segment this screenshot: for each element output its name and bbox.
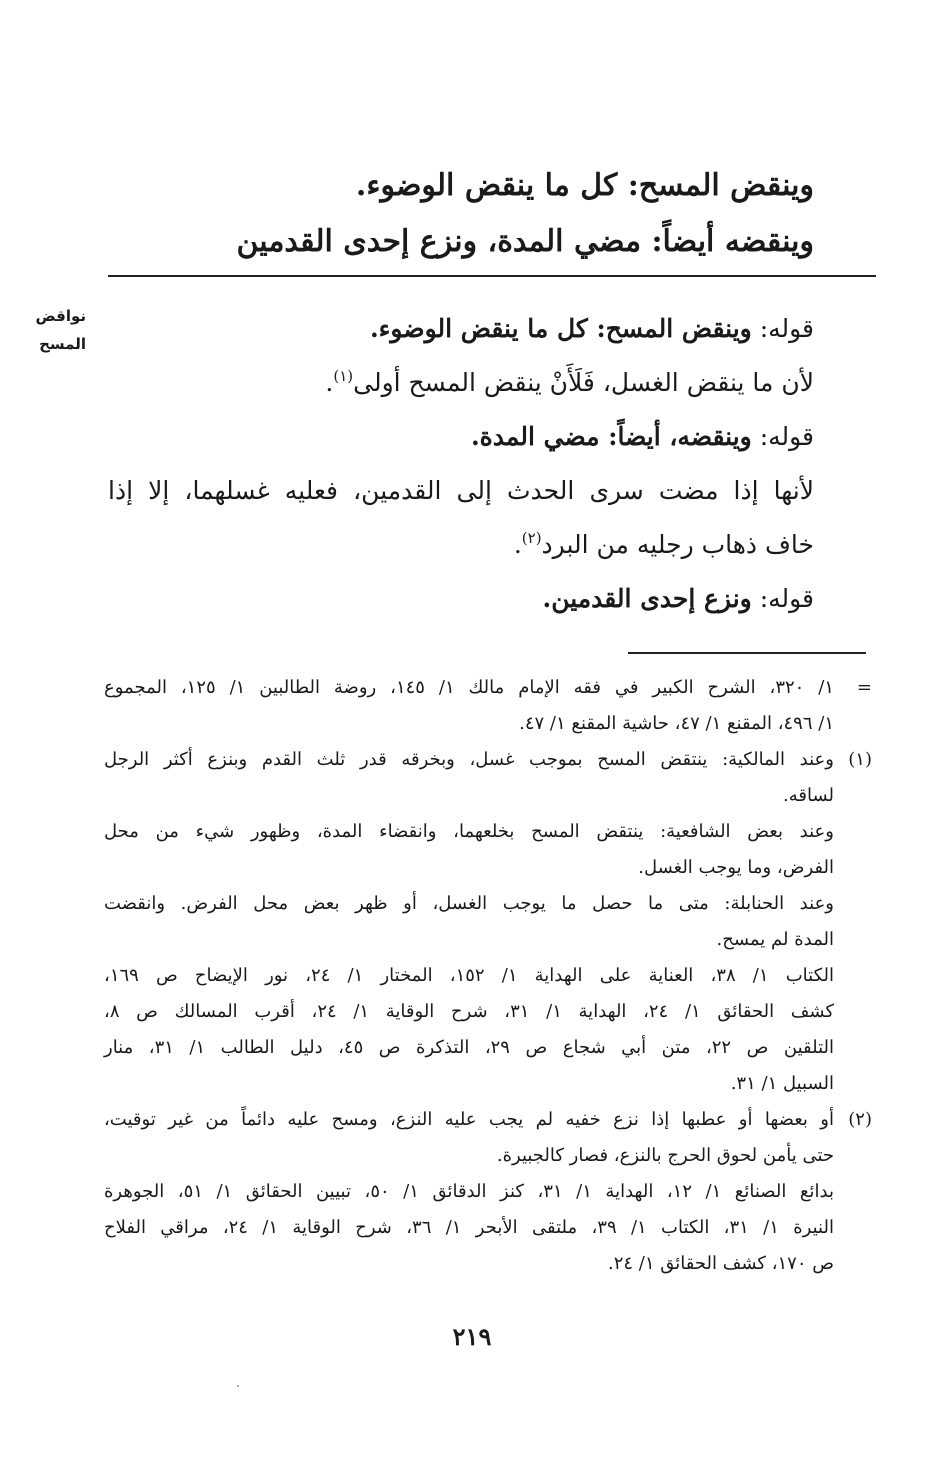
commentary-paragraph-2 — [108, 356, 814, 410]
footnote-line: وعند بعض الشافعية: ينتقض المسح بخلعهما، وانقضاء المدة، وظهور شيء من محل — [104, 821, 834, 842]
commentary-paragraph-5 — [108, 572, 814, 626]
continuation-mark: = — [856, 677, 872, 698]
quoted-matn: ونزع إحدى القدمين. — [542, 584, 752, 613]
margin-heading-line-2: المسح — [39, 335, 86, 353]
footnote-line: النيرة ١/ ٣١، الكتاب ١/ ٣٩، ملتقى الأبحر ١/ ٣٦، شرح الوقاية ١/ ٢٤، مراقي الفلاح — [104, 1217, 834, 1238]
scan-speck — [237, 1385, 239, 1387]
matn-separator-rule — [108, 275, 876, 277]
sentence-end: . — [325, 368, 334, 397]
matn-text — [94, 158, 814, 270]
matn-line-1: وينقض المسح: كل ما ينقض الوضوء. — [355, 168, 814, 203]
commentary-text: لأن ما ينقض الغسل، فَلَأَنْ ينقض المسح أولى — [353, 368, 814, 397]
commentary-body — [108, 302, 814, 626]
qawluhu-label: قوله: — [759, 314, 814, 343]
commentary-paragraph-3 — [108, 410, 814, 464]
quoted-matn: وينقض المسح: كل ما ينقض الوضوء. — [369, 314, 752, 343]
footnote-ref-1[interactable]: (١) — [333, 367, 354, 385]
footnote-line: أو بعضها أو عطبها إذا نزع خفيه لم يجب عليه النزع، ومسح عليه دائماً من غير توقيت، — [104, 1109, 834, 1130]
footnote-2-mark: (٢) — [848, 1109, 872, 1130]
footnote-line: حتى يأمن لحوق الحرج بالنزع، فصار كالجبيرة. — [496, 1145, 834, 1166]
footnote-continuation — [104, 670, 872, 742]
commentary-text: خاف ذهاب رجليه من البرد — [541, 530, 814, 559]
commentary-paragraph-4-line-1: لأنها إذا مضت سرى الحدث إلى القدمين، فعليه غسلهما، إلا إذا — [108, 476, 814, 505]
footnote-line: وعند الحنابلة: متى ما حصل ما يوجب الغسل، أو ظهر بعض محل الفرض. وانقضت — [104, 893, 834, 914]
footnote-2 — [104, 1102, 872, 1282]
commentary-paragraph-4-line-2 — [108, 518, 814, 572]
qawluhu-label: قوله: — [759, 422, 814, 451]
footnote-line: السبيل ١/ ٣١. — [730, 1073, 834, 1094]
footnote-ref-2[interactable]: (٢) — [521, 529, 542, 547]
footnotes — [104, 670, 872, 1282]
qawluhu-label: قوله: — [759, 584, 814, 613]
matn-line-2: وينقضه أيضاً: مضي المدة، ونزع إحدى القدمين — [236, 224, 814, 259]
footnote-line: كشف الحقائق ١/ ٢٤، الهداية ١/ ٣١، شرح الوقاية ١/ ٢٤، أقرب المسالك ص ٨، — [104, 1001, 835, 1022]
footnote-line: التلقين ص ٢٢، متن أبي شجاع ص ٢٩، التذكرة ص ٤٥، دليل الطالب ١/ ٣١، منار — [104, 1037, 834, 1058]
page-number: ٢١٩ — [452, 1322, 492, 1351]
footnote-line: ١/ ٤٩٦، المقنع ١/ ٤٧، حاشية المقنع ١/ ٤٧. — [519, 713, 834, 734]
footnote-line: ص ١٧٠، كشف الحقائق ١/ ٢٤. — [608, 1253, 834, 1274]
commentary-paragraph-1 — [108, 302, 814, 356]
quoted-matn: وينقضه، أيضاً: مضي المدة. — [470, 422, 752, 451]
margin-heading — [16, 302, 86, 358]
footnote-line: الكتاب ١/ ٣٨، العناية على الهداية ١/ ١٥٢، المختار ١/ ٢٤، نور الإيضاح ص ١٦٩، — [104, 965, 834, 986]
footnote-line: الفرض، وما يوجب الغسل. — [638, 857, 834, 878]
footnote-1-mark: (١) — [848, 749, 872, 770]
sentence-end: . — [513, 530, 522, 559]
footnote-line: ١/ ٣٢٠، الشرح الكبير في فقه الإمام مالك ١/ ١٤٥، روضة الطالبين ١/ ١٢٥، المجموع — [104, 677, 834, 698]
footnote-1 — [104, 742, 872, 1102]
footnote-separator-rule — [628, 652, 866, 654]
footnote-line: المدة لم يمسح. — [716, 929, 834, 950]
footnote-line: وعند المالكية: ينتقض المسح بموجب غسل، وبخرقه قدر ثلث القدم وبنزع أكثر الرجل — [104, 749, 834, 770]
margin-heading-line-1: نواقض — [35, 307, 86, 325]
footnote-line: بدائع الصنائع ١/ ١٢، الهداية ١/ ٣١، كنز الدقائق ١/ ٥٠، تبيين الحقائق ١/ ٥١، الجوهرة — [104, 1181, 834, 1202]
footnote-line: لساقه. — [782, 785, 834, 806]
